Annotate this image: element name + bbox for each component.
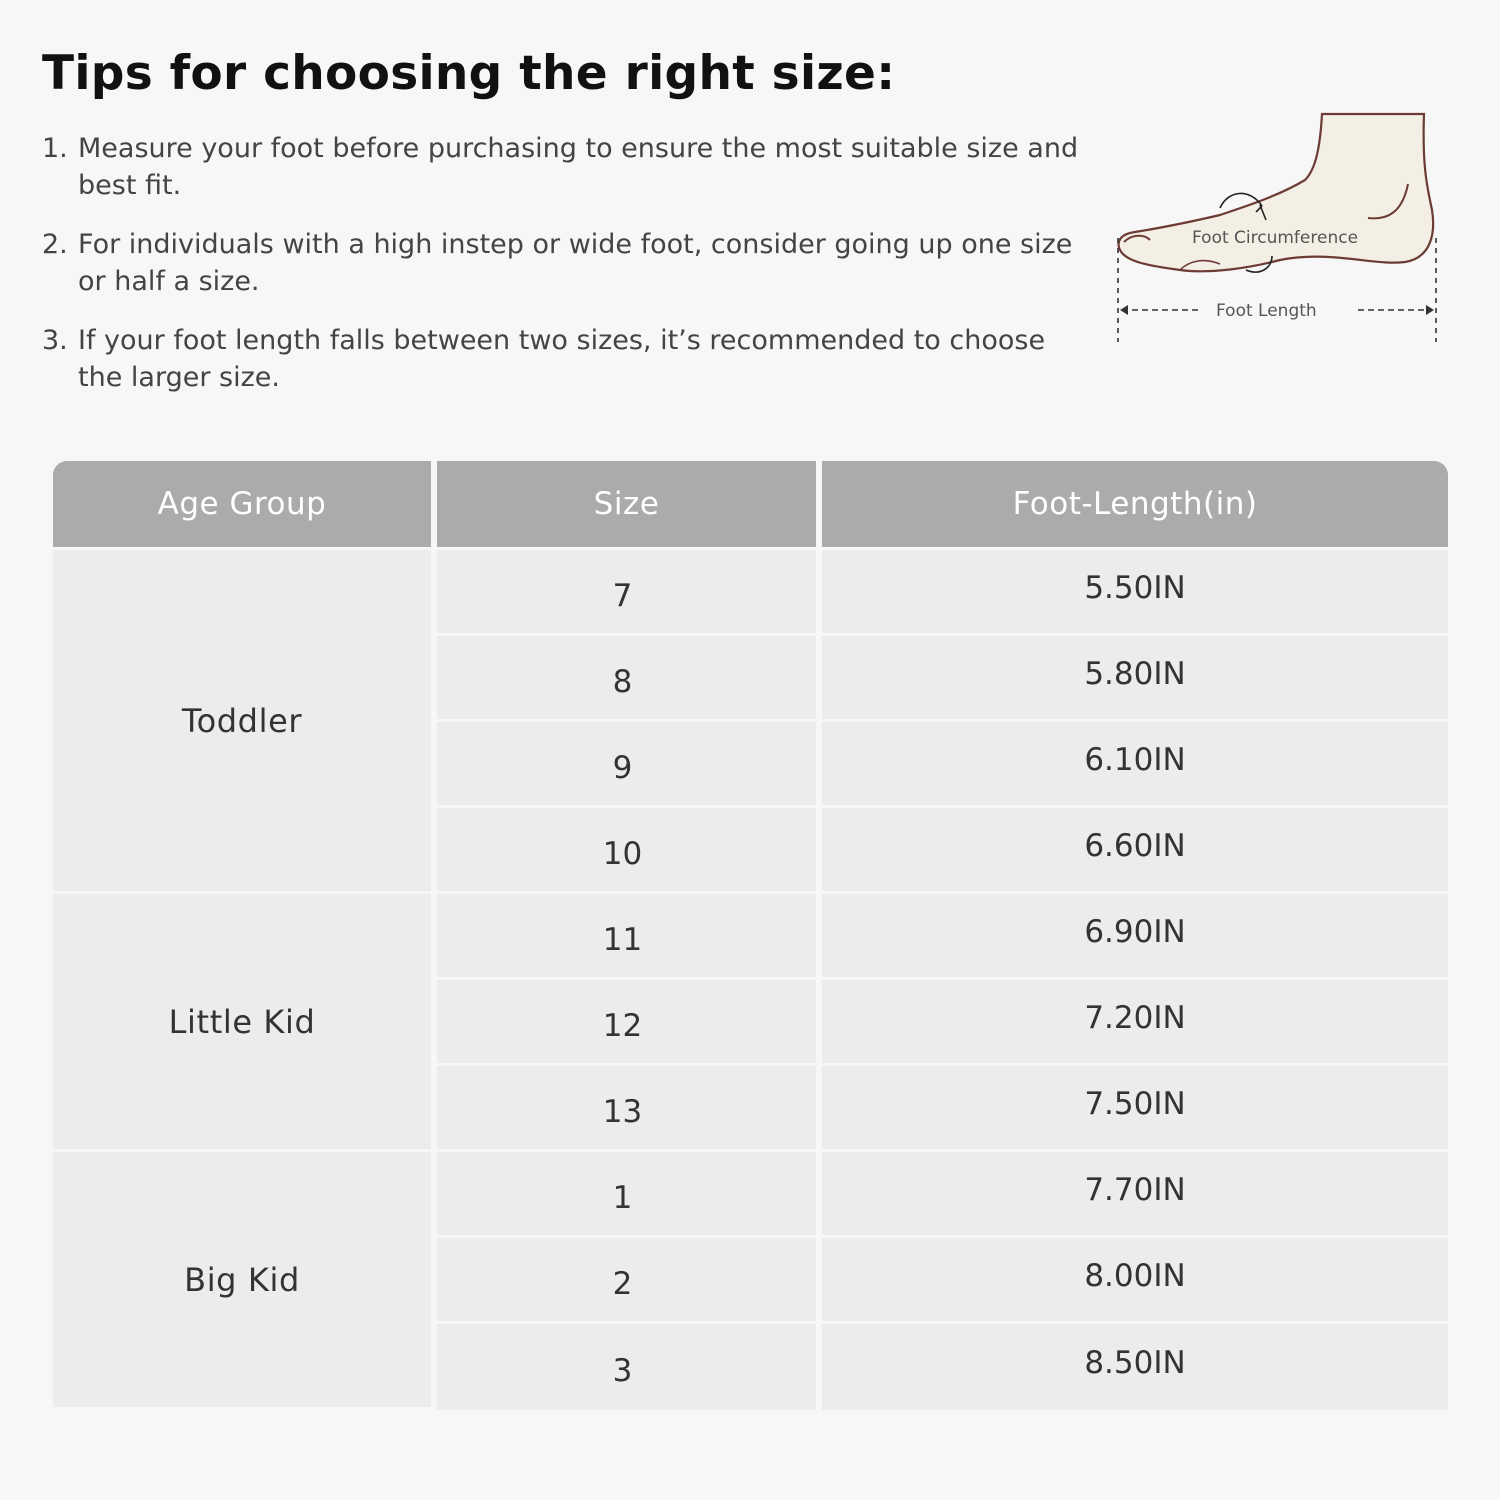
foot-length-cell: 7.70IN	[822, 1152, 1448, 1238]
size-cell: 10	[437, 808, 822, 894]
foot-length-cell: 6.60IN	[822, 808, 1448, 894]
size-cell: 1	[437, 1152, 822, 1238]
page-title: Tips for choosing the right size:	[42, 46, 896, 101]
size-cell: 7	[437, 550, 822, 636]
size-cell: 3	[437, 1324, 822, 1410]
foot-measurement-diagram	[1110, 110, 1450, 350]
foot-illustration	[1110, 110, 1450, 350]
foot-length-cell: 7.50IN	[822, 1066, 1448, 1152]
foot-length-cell: 6.90IN	[822, 894, 1448, 980]
size-cell: 9	[437, 722, 822, 808]
header-foot-length: Foot-Length(in)	[822, 461, 1448, 550]
table-row	[53, 550, 1448, 636]
tip-item	[42, 322, 1082, 396]
size-cell: 8	[437, 636, 822, 722]
size-cell: 11	[437, 894, 822, 980]
header-age-group: Age Group	[53, 461, 437, 550]
table-header-row	[53, 461, 1448, 550]
tip-text: For individuals with a high instep or wide foot, consider going up one size or half a size.	[78, 229, 1073, 297]
tip-number: 2.	[42, 229, 68, 260]
size-cell: 2	[437, 1238, 822, 1324]
header-size: Size	[437, 461, 822, 550]
size-cell: 12	[437, 980, 822, 1066]
tip-item	[42, 226, 1082, 300]
size-chart-table	[53, 461, 1448, 1410]
foot-length-cell: 5.50IN	[822, 550, 1448, 636]
age-group-cell: Toddler	[53, 550, 437, 894]
arrow-right-icon	[1426, 305, 1434, 315]
tips-list	[42, 130, 1082, 418]
foot-length-cell: 5.80IN	[822, 636, 1448, 722]
foot-circumference-label: Foot Circumference	[1192, 228, 1359, 248]
arrow-left-icon	[1120, 305, 1128, 315]
age-group-cell: Big Kid	[53, 1152, 437, 1410]
foot-length-label: Foot Length	[1216, 301, 1317, 321]
foot-length-cell: 8.50IN	[822, 1324, 1448, 1410]
tip-text: If your foot length falls between two sizes, it’s recommended to choose the larger size.	[78, 325, 1046, 393]
tip-item	[42, 130, 1082, 204]
tip-number: 3.	[42, 325, 68, 356]
tip-text: Measure your foot before purchasing to ensure the most suitable size and best fit.	[78, 133, 1079, 201]
foot-length-cell: 6.10IN	[822, 722, 1448, 808]
foot-length-cell: 7.20IN	[822, 980, 1448, 1066]
tip-number: 1.	[42, 133, 68, 164]
table-row	[53, 894, 1448, 980]
table-row	[53, 1152, 1448, 1238]
size-cell: 13	[437, 1066, 822, 1152]
foot-length-cell: 8.00IN	[822, 1238, 1448, 1324]
age-group-cell: Little Kid	[53, 894, 437, 1152]
